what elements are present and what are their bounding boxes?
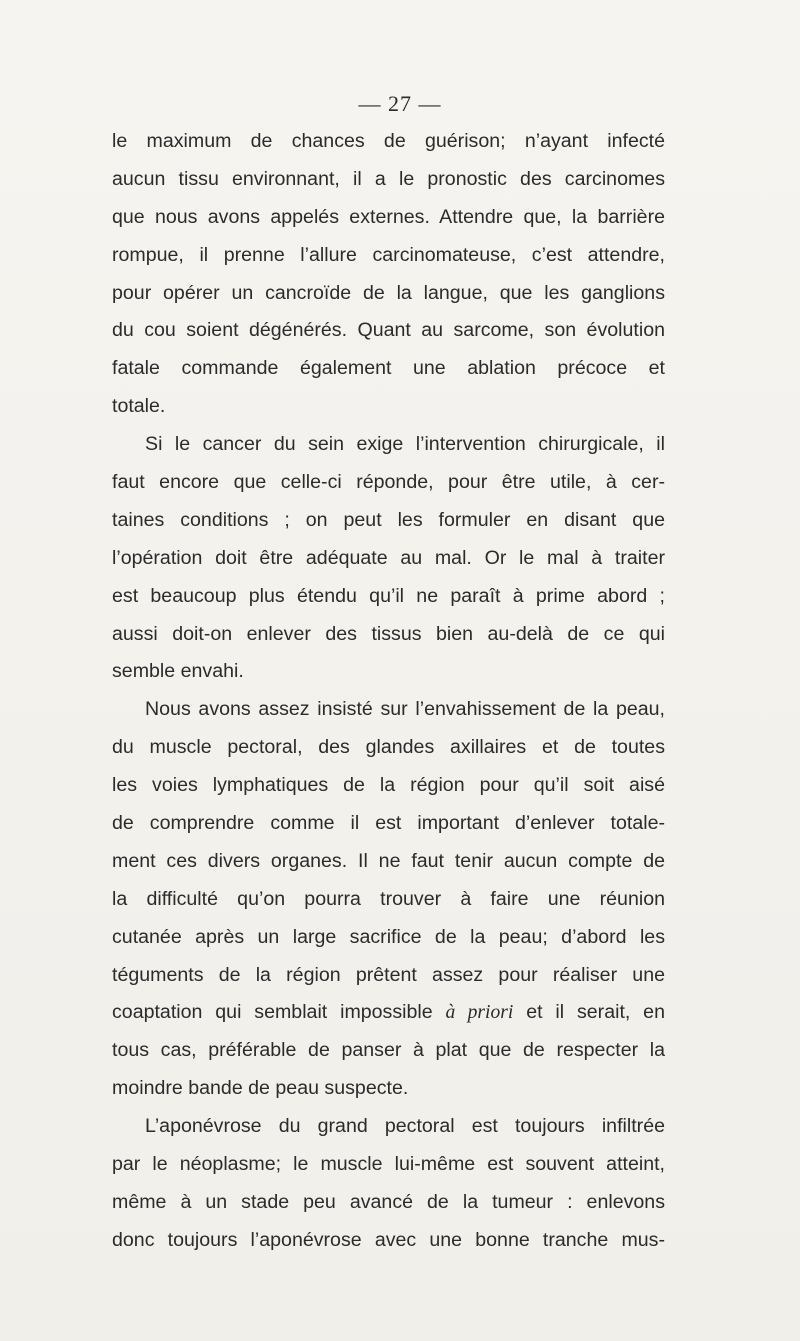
text-line: fatale commande également une ablation précoce et	[112, 357, 665, 380]
text-line: de comprendre comme il est important d’enlever totale-	[112, 812, 665, 835]
text-line: rompue, il prenne l’allure carcinomateuse, c’est attendre,	[112, 243, 665, 266]
text-line: est beaucoup plus étendu qu’il ne paraît à prime abord ;	[112, 584, 665, 607]
text-line: aucun tissu environnant, il a le pronostic des carcinomes	[112, 167, 665, 190]
text-line: ment ces divers organes. Il ne faut tenir aucun compte de	[112, 849, 665, 872]
text-line: cutanée après un large sacrifice de la peau; d’abord les	[112, 925, 665, 948]
text-line-with-italic	[112, 994, 665, 1032]
text-line: pour opérer un cancroïde de la langue, que les ganglions	[112, 281, 665, 304]
paragraph-start-line: Nous avons assez insisté sur l’envahissement de la peau,	[145, 698, 665, 721]
text-line: faut encore que celle-ci réponde, pour être utile, à cer-	[112, 471, 665, 494]
text-line: les voies lymphatiques de la région pour qu’il soit aisé	[112, 774, 665, 797]
text-line: même à un stade peu avancé de la tumeur : enlevons	[112, 1190, 665, 1213]
paragraph-end-line: moindre bande de peau suspecte.	[112, 1077, 409, 1100]
text-line: donc toujours l’aponévrose avec une bonne tranche mus-	[112, 1228, 665, 1251]
text-segment: coaptation qui semblait impossible	[112, 1001, 446, 1024]
text-line: tous cas, préférable de panser à plat que de respecter la	[112, 1039, 665, 1062]
text-line: aussi doit-on enlever des tissus bien au-delà de ce qui	[112, 622, 665, 645]
paragraph-end-line: totale.	[112, 395, 166, 418]
body-text	[112, 123, 665, 1260]
page-number: — 27 —	[358, 91, 442, 116]
paragraph-end-line: semble envahi.	[112, 660, 244, 683]
text-line: taines conditions ; on peut les formuler en disant que	[112, 508, 665, 531]
text-line: téguments de la région prêtent assez pour réaliser une	[112, 963, 665, 986]
text-segment: et il serait, en	[513, 1001, 665, 1024]
text-line: que nous avons appelés externes. Attendre que, la barrière	[112, 205, 665, 228]
text-line: par le néoplasme; le muscle lui-même est souvent atteint,	[112, 1153, 665, 1176]
paragraph-start-line: L’aponévrose du grand pectoral est toujours infiltrée	[145, 1115, 665, 1138]
text-line: la difficulté qu’on pourra trouver à faire une réunion	[112, 887, 665, 910]
text-line: le maximum de chances de guérison; n’ayant infecté	[112, 130, 665, 152]
text-line: l’opération doit être adéquate au mal. Or le mal à traiter	[112, 546, 665, 569]
paragraph-start-line: Si le cancer du sein exige l’intervention chirurgicale, il	[145, 433, 665, 456]
text-line: du cou soient dégénérés. Quant au sarcome, son évolution	[112, 319, 665, 342]
text-line: du muscle pectoral, des glandes axillaires et de toutes	[112, 736, 665, 759]
italic-phrase: à priori	[445, 1002, 514, 1024]
